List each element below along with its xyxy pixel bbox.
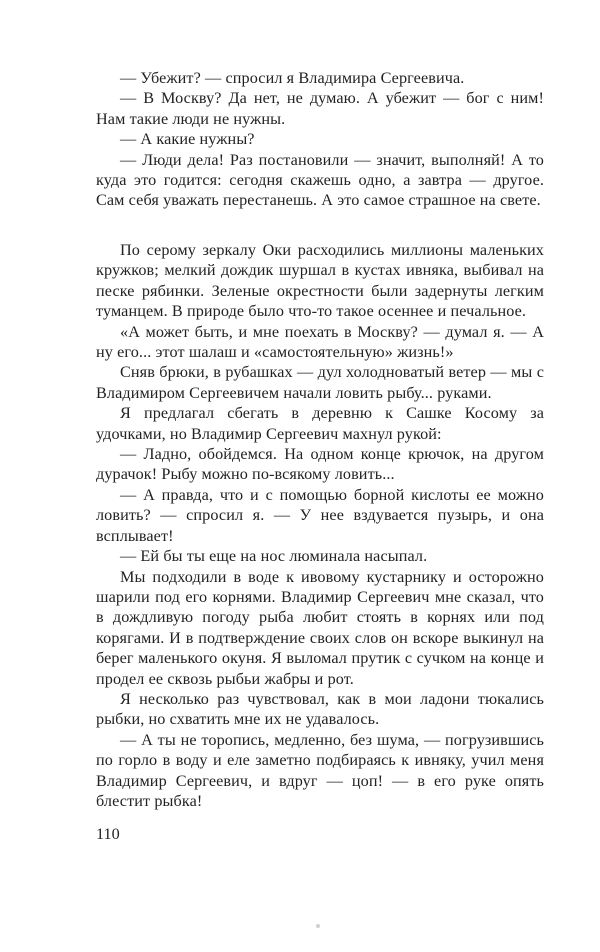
paragraph: «А может быть, и мне поехать в Москву? — думал я. — А ну его... этот шалаш и «самостоятельную» жизнь!» <box>96 322 544 362</box>
paragraph: — Люди дела! Раз постановили — значит, выполняй! А то куда это годится: сегодня скажешь одно, а завтра — другое. Сам себя уважать перестанешь. А это самое страшное на свете. <box>96 150 544 210</box>
page-number: 110 <box>96 825 120 843</box>
print-speck <box>316 924 320 928</box>
paragraph: — Ладно, обойдемся. На одном конце крючок, на другом дурачок! Рыбу можно по-всякому ловить... <box>96 445 544 484</box>
dialogue-section <box>96 68 544 211</box>
paragraph: Мы подходили в воде к ивовому кустарнику и осторожно шарили под его корнями. Владимир Сергеевич мне сказал, что в дождливую погоду рыба любит стоять в корнях или под корягами. И в подтверждение своих слов он вскоре выкинул на берег маленького окуня. Я выломал прутик с сучком на конце и продел ее сквозь рыбьи жабры и рот. <box>96 567 544 688</box>
paragraph: — А ты не торопись, медленно, без шума, — погрузившись по горло в воду и еле заметно подбираясь к ивняку, учил меня Владимир Сергеевич, и вдруг — цоп! — в его руке опять блестит рыбка! <box>96 730 544 810</box>
paragraph: — В Москву? Да нет, не думаю. А убежит — бог с ним! Нам такие люди не нужны. <box>96 89 544 128</box>
paragraph: — А правда, что и с помощью борной кислоты ее можно ловить? — спросил я. — У нее вздувается пузырь, и она всплывает! <box>96 485 544 545</box>
paragraph: — Убежит? — спросил я Владимира Сергеевича. <box>120 69 465 87</box>
paragraph: — А какие нужны? <box>120 130 255 149</box>
paragraph: Я несколько раз чувствовал, как в мои ладони тюкались рыбки, но схватить мне их не удавалось. <box>96 689 544 729</box>
paragraph: Сняв брюки, в рубашках — дул холодноватый ветер — мы с Владимиром Сергеевичем начали ловить рыбу... руками. <box>96 363 544 402</box>
paragraph: По серому зеркалу Оки расходились миллионы маленьких кружков; мелкий дождик шуршал в кустах ивняка, выбивал на песке рябинки. Зеленые окрестности были задернуты легким туманцем. В природе было что-то такое осеннее и печальное. <box>96 241 544 321</box>
paragraph: — Ей бы ты еще на нос люминала насыпал. <box>120 547 428 566</box>
paragraph: Я предлагал сбегать в деревню к Сашке Косому за удочками, но Владимир Сергеевич махнул рукой: <box>96 404 544 443</box>
narrative-section <box>96 240 544 811</box>
